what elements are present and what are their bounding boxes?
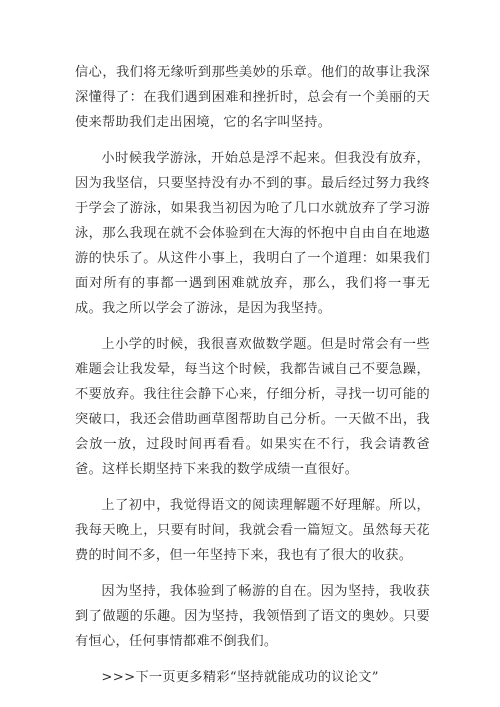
paragraph-4: 上了初中，我觉得语文的阅读理解题不好理解。所以，我每天晚上，只要有时间，我就会看一篇短文。虽然每天花费的时间不多，但一年坚持下来，我也有了很大的收获。	[75, 498, 430, 563]
paragraph-2: 小时候我学游泳，开始总是浮不起来。但我没有放弃，因为我坚信，只要坚持没有办不到的事。最后经过努力我终于学会了游泳，如果我当初因为呛了几口水就放弃了学习游泳，那么我现在就不会体验到在大海的怀抱中自由自在地遨游的快乐了。从这件小事上，我明白了一个道理：如果我们面对所有的事都一遇到困难就放弃，那么，我们将一事无成。我之所以学会了游泳，是因为我坚持。	[75, 151, 430, 316]
paragraph-1: 信心，我们将无缘听到那些美妙的乐章。他们的故事让我深深懂得了：在我们遇到困难和挫折时，总会有一个美丽的天使来帮助我们走出困境，它的名字叫坚持。	[75, 65, 430, 130]
paragraph-5: 因为坚持，我体验到了畅游的自在。因为坚持，我收获到了做题的乐趣。因为坚持，我领悟到了语文的奥妙。只要有恒心，任何事情都难不倒我们。	[75, 584, 430, 649]
document-body	[75, 60, 430, 690]
next-page-link[interactable]: >>>下一页更多精彩“坚持就能成功的议论文”	[101, 670, 379, 685]
paragraph-3: 上小学的时候，我很喜欢做数学题。但是时常会有一些难题会让我发晕，每当这个时候，我都告诫自己不要急躁，不要放弃。我往往会静下心来，仔细分析，寻找一切可能的突破口，我还会借助画草图帮助自己分析。一天做不出，我会放一放，过段时间再看看。如果实在不行，我会请教爸爸。这样长期坚持下来我的数学成绩一直很好。	[75, 337, 430, 477]
